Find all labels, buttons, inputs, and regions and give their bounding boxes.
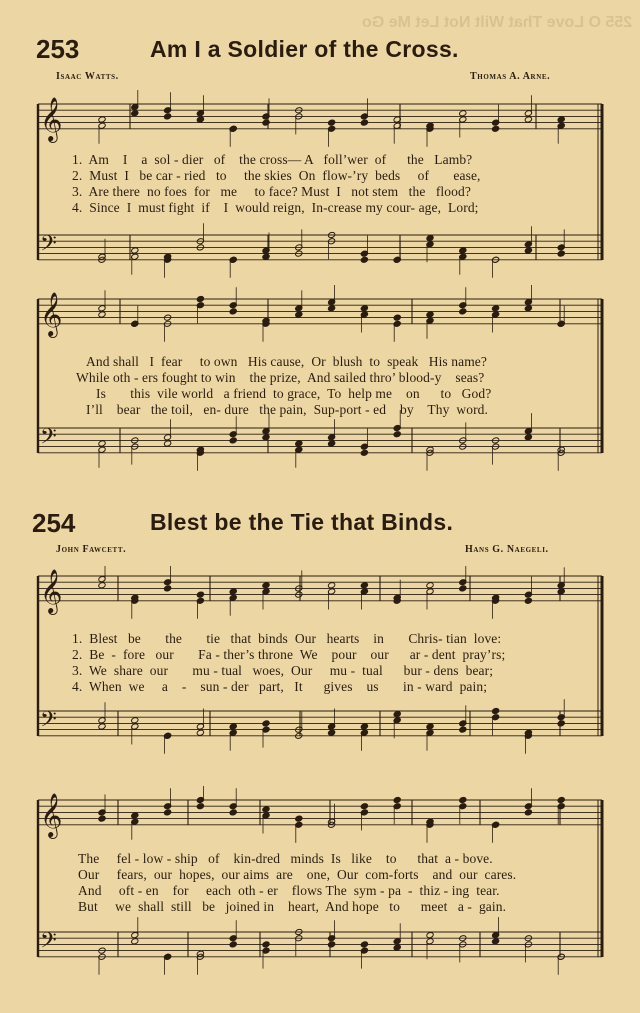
notehead [459,110,467,117]
notehead [328,582,336,589]
notehead [393,431,401,438]
hymn-number: 254 [32,508,76,538]
notehead [229,723,237,730]
notehead [98,440,106,447]
notehead [229,437,237,444]
notehead [196,116,204,123]
notehead [524,597,532,604]
notehead [426,932,434,939]
notehead [262,434,270,441]
notehead [360,941,368,948]
verse-line: 3. Are there no foes for me to face? Must I not stem the flood? [72,184,471,199]
notehead [295,440,303,447]
notehead [492,305,500,312]
notehead [328,305,336,312]
notehead [262,941,270,948]
notehead [98,582,106,589]
notehead [459,247,467,254]
notehead [262,806,270,813]
notehead [393,944,401,951]
notehead [196,295,204,302]
notehead [557,250,565,257]
notehead [98,116,106,123]
bass-clef: 𝄢 [40,424,57,455]
notehead [131,938,139,945]
words-credit: Isaac Watts. [56,71,119,82]
notehead [393,796,401,803]
notehead [524,305,532,312]
notehead [360,582,368,589]
notehead [131,812,139,819]
notehead [426,582,434,589]
notehead [557,796,565,803]
treble-clef: 𝄞 [40,568,63,613]
notehead [98,815,106,822]
notehead [328,941,336,948]
verse-line: But we shall still be joined in heart, And hope to meet a - gain. [78,899,507,914]
bass-clef: 𝄢 [40,707,57,738]
notehead [459,585,467,592]
notehead [426,723,434,730]
notehead [360,256,368,263]
notehead [492,125,500,132]
notehead [360,449,368,456]
notehead [524,434,532,441]
notehead [131,247,139,254]
verse-line: 3. We share our mu - tual woes, Our mu - tual bur - dens bear; [72,663,494,678]
notehead [492,707,500,714]
hymn-title: Blest be the Tie that Binds. [150,509,454,535]
notehead [328,729,336,736]
treble-clef: 𝄞 [40,291,63,336]
verse-line: 2. Must I be car - ried to the skies On flow-’ry beds of ease, [72,168,481,183]
verse-line: 1. Blest be the tie that binds Our hearts in Chris- tian love: [72,631,502,646]
notehead [131,110,139,117]
notehead [524,116,532,123]
notehead [360,305,368,312]
notehead [459,726,467,733]
music-credit: Hans G. Naegeli. [465,544,549,555]
notehead [262,253,270,260]
hymn-title: Am I a Soldier of the Cross. [150,36,459,62]
music-credit: Thomas A. Arne. [470,71,551,82]
notehead [196,591,204,598]
bass-clef: 𝄢 [40,231,57,262]
notehead [393,711,401,718]
verse-line: 2. Be - fore our Fa - ther’s throne We pour our ar - dent pray’rs; [72,647,506,662]
notehead [98,723,106,730]
verse-line: And shall I fear to own His cause, Or blush to speak His name? [86,354,487,369]
notehead [229,588,237,595]
notehead [328,440,336,447]
notehead [196,729,204,736]
treble-clef: 𝄞 [40,96,63,141]
notehead [229,941,237,948]
notehead [360,119,368,126]
notehead [426,235,434,242]
notehead [295,815,303,822]
words-credit: John Fawcett. [56,544,127,555]
notehead [164,113,172,120]
verse-line: 1. Am I a sol - dier of the cross— A foll’wer of the Lamb? [72,152,473,167]
verse-line: And oft - en for each oth - er flows The sym - pa - thiz - ing tear. [78,883,500,898]
notehead [393,314,401,321]
notehead [262,119,270,126]
notehead [459,308,467,315]
notehead [557,116,565,123]
notehead [360,723,368,730]
notehead [524,809,532,816]
notehead [426,311,434,318]
notehead [164,440,172,447]
verse-line: Is this vile world a friend to grace, To help me on to God? [96,386,492,401]
notehead [557,720,565,727]
verse-line: 4. Since I must fight if I would reign, In-crease my cour- age, Lord; [72,200,479,215]
verse-line: While oth - ers fought to win the prize, And sailed thro’ blood-y seas? [76,370,485,385]
verse-line: The fel - low - ship of kin-dred minds Is like to that a - bove. [78,851,493,866]
notehead [492,938,500,945]
notehead [262,720,270,727]
notehead [98,311,106,318]
notehead [328,119,336,126]
notehead [164,809,172,816]
notehead [164,585,172,592]
notehead [557,588,565,595]
bleed-through-text: 255 O Love That Wilt Not Let Me Go [361,14,632,31]
treble-clef: 𝄞 [40,792,63,837]
notehead [360,803,368,810]
notehead [196,803,204,810]
notehead [459,796,467,803]
notehead [229,809,237,816]
notehead [229,308,237,315]
notehead [295,311,303,318]
verse-line: 4. When we a - sun - der part, It gives us in - ward pain; [72,679,488,694]
verse-line: Our fears, our hopes, our aims are one, Our com-forts and our cares. [78,867,517,882]
notehead [262,582,270,589]
bass-clef: 𝄢 [40,928,57,959]
verse-line: I’ll bear the toil, en- dure the pain, Sup-port - ed by Thy word. [86,402,488,417]
notehead [131,717,139,724]
notehead [524,247,532,254]
hymn-number: 253 [36,34,80,64]
